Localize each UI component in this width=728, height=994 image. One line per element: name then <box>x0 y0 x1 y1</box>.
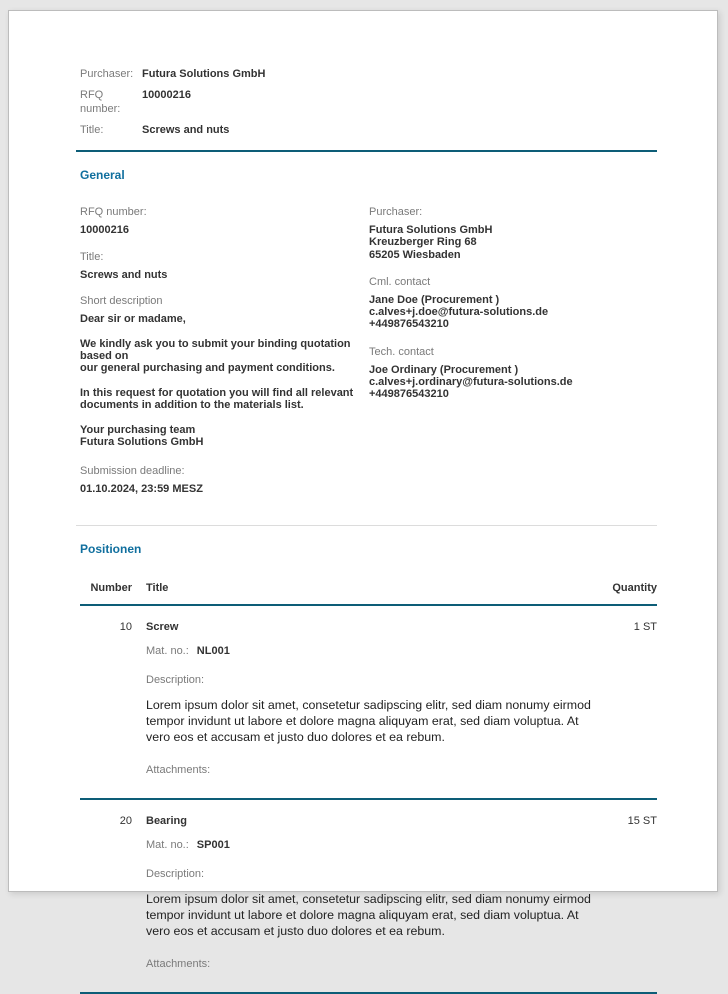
document-page <box>8 10 718 970</box>
positions-section-heading: Positionen <box>80 541 142 556</box>
general-left-column <box>80 205 369 509</box>
section-divider <box>76 525 657 526</box>
description-label: Description: <box>146 673 205 686</box>
item-number: 20 <box>119 814 132 827</box>
purchaser-value: Futura Solutions GmbH <box>142 68 266 80</box>
positions-table-header <box>80 582 657 595</box>
short-description-text: Dear sir or madame, We kindly ask you to submit your binding quotation based on our general purchasing and payment conditions. In this request for quotation you will find all relevant documents in addition to the materials list. Your purchasing team Futura Solutions GmbH <box>80 313 354 448</box>
short-description-label: Short description <box>80 295 163 307</box>
table-row <box>80 815 657 971</box>
submission-deadline-label: Submission deadline: <box>80 465 185 478</box>
tech-contact-text: Joe Ordinary (Procurement ) c.alves+j.ordinary@futura-solutions.de +449876543210 <box>369 363 573 401</box>
item-number: 10 <box>119 620 132 633</box>
doc-header <box>80 67 657 137</box>
material-number-line <box>146 645 657 658</box>
rfq-number-value: 10000216 <box>142 89 191 101</box>
material-number-label: Mat. no.: <box>146 644 189 657</box>
title-field-label: Title: <box>80 250 104 263</box>
submission-deadline-value: 01.10.2024, 23:59 MESZ <box>80 483 203 496</box>
rfq-number-field-value: 10000216 <box>80 224 129 236</box>
table-header-rule <box>80 604 657 606</box>
title-value: Screws and nuts <box>142 124 230 136</box>
column-header-quantity: Quantity <box>612 581 657 594</box>
item-summary-row <box>80 815 657 828</box>
tech-contact-field <box>369 345 657 401</box>
document-content <box>80 11 657 994</box>
rfq-number-field-label: RFQ number: <box>80 206 147 218</box>
cml-contact-label: Cml. contact <box>369 275 431 288</box>
table-row <box>80 621 657 777</box>
item-summary-row <box>80 621 657 634</box>
item-title: Screw <box>146 620 179 633</box>
short-description-field <box>80 294 369 448</box>
positions-table <box>80 582 657 994</box>
item-title: Bearing <box>146 814 187 827</box>
description-label: Description: <box>146 867 205 880</box>
purchaser-address-field <box>369 205 657 261</box>
title-field <box>80 250 369 282</box>
general-section <box>80 205 657 509</box>
description-text: Lorem ipsum dolor sit amet, consetetur sadipscing elitr, sed diam nonumy eirmod tempor invidunt ut labore et dolore magna aliquyam erat, sed diam voluptua. At vero eos et accusam et justo duo dolores et ea rebum. <box>146 891 591 938</box>
rfq-number-field <box>80 205 369 237</box>
row-divider <box>80 798 657 800</box>
item-details <box>146 645 657 777</box>
material-number-line <box>146 839 657 852</box>
purchaser-address-text: Futura Solutions GmbH Kreuzberger Ring 68 65205 Wiesbaden <box>369 224 493 261</box>
material-number-value: SP001 <box>196 838 230 851</box>
rfq-number-label: RFQ number: <box>80 89 121 115</box>
column-header-title: Title <box>146 581 169 594</box>
material-number-value: NL001 <box>196 644 230 657</box>
general-section-heading: General <box>80 168 125 182</box>
tech-contact-label: Tech. contact <box>369 345 434 358</box>
material-number-label: Mat. no.: <box>146 838 189 851</box>
table-bottom-rule <box>80 992 657 994</box>
purchaser-address-label: Purchaser: <box>369 206 423 218</box>
column-header-number: Number <box>90 581 132 594</box>
attachments-label: Attachments: <box>146 763 211 776</box>
purchaser-label: Purchaser: <box>80 68 134 80</box>
submission-deadline-field <box>80 464 369 496</box>
attachments-label: Attachments: <box>146 957 211 970</box>
cml-contact-field <box>369 275 657 331</box>
cml-contact-text: Jane Doe (Procurement ) c.alves+j.doe@futura-solutions.de +449876543210 <box>369 293 549 331</box>
header-divider <box>76 150 657 152</box>
title-field-value: Screws and nuts <box>80 268 168 281</box>
general-right-column <box>369 205 657 509</box>
item-quantity: 1 ST <box>633 620 657 633</box>
description-text: Lorem ipsum dolor sit amet, consetetur sadipscing elitr, sed diam nonumy eirmod tempor invidunt ut labore et dolore magna aliquyam erat, sed diam voluptua. At vero eos et accusam et justo duo dolores et ea rebum. <box>146 697 591 744</box>
title-label: Title: <box>80 124 104 136</box>
item-details <box>146 839 657 971</box>
item-quantity: 15 ST <box>627 814 657 827</box>
